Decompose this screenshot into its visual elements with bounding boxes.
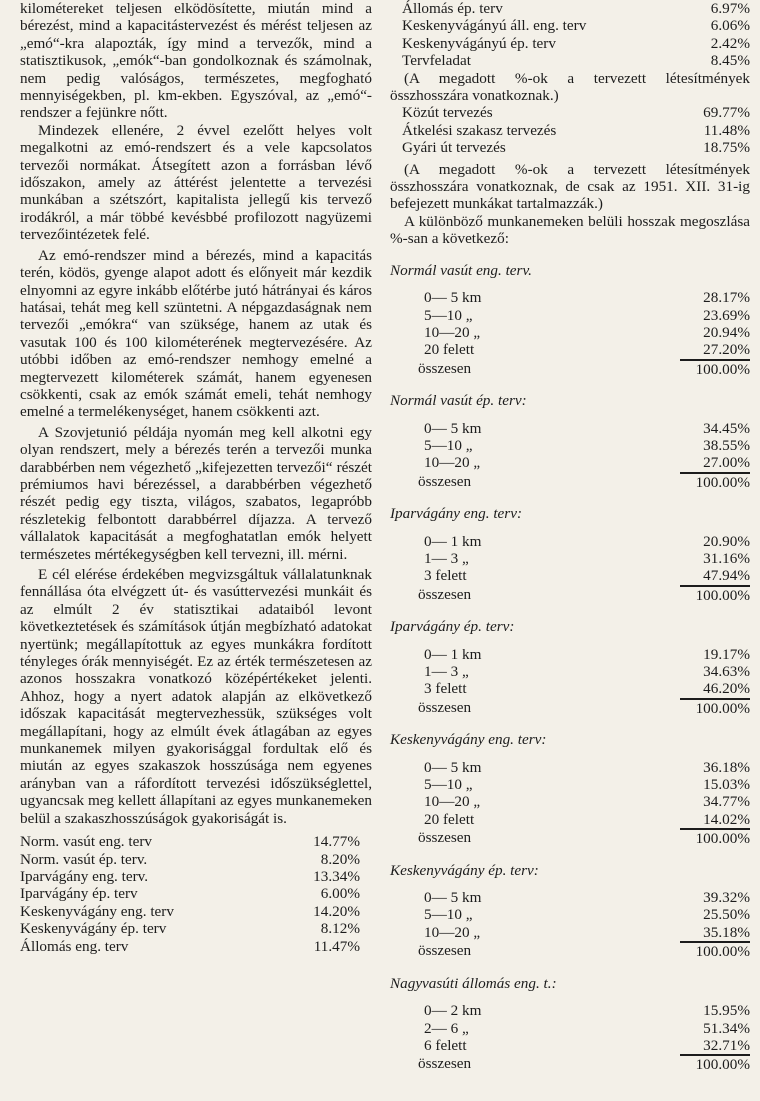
total-label: összesen	[418, 359, 472, 377]
total-value: 100.00%	[680, 360, 750, 378]
table-row	[390, 307, 750, 324]
section-title: Iparvágány eng. terv:	[390, 505, 523, 523]
row-value: 15.03%	[703, 776, 750, 794]
table-row	[390, 663, 750, 680]
row-value: 38.55%	[703, 436, 750, 454]
row-value: 34.63%	[703, 663, 750, 680]
right-column	[390, 0, 750, 1074]
intro: A különböző munkanemeken belüli hosszak megoszlása %-san a következő:	[390, 212, 750, 248]
table-row	[390, 35, 750, 52]
table-row	[390, 680, 750, 698]
row-value: 11.47%	[313, 937, 360, 955]
row-label: 3 felett	[424, 680, 467, 698]
table-row	[390, 533, 750, 550]
paragraph: A Szovjetunió példája nyomán meg kell alkotni egy olyan rendszert, mely a bérezés terén a tervezői munka darabbérben nem végezhető „kifejezetten tervezői“ részét prémiumos havi bérezéssel, a darabbérben végezhető részét pedig egy tiszta, világos, szabatos, legapróbb részletekig felbontott darabbérrel díjazza. A tervező vállalatok kapacitását a megfoghatatlan emók helyett természetes mértékegységben kell tervezni, ill. mérni.	[20, 423, 372, 563]
row-value: 11.48%	[703, 121, 750, 139]
table-row	[390, 889, 750, 906]
row-value: 19.17%	[703, 645, 750, 663]
table-row	[390, 454, 750, 472]
row-label: 0— 5 km	[424, 889, 482, 907]
row-value: 14.20%	[313, 902, 360, 920]
row-value: 47.94%	[680, 567, 750, 585]
row-value: 34.45%	[703, 419, 750, 437]
row-value: 39.32%	[703, 889, 750, 907]
row-label: 20 felett	[424, 341, 475, 359]
table-row	[390, 567, 750, 585]
row-label: 10—20 „	[424, 323, 481, 341]
row-value: 2.42%	[710, 34, 750, 52]
length-section	[390, 505, 750, 604]
total-value: 100.00%	[680, 473, 750, 491]
total-row	[390, 360, 750, 378]
row-label: 10—20 „	[424, 923, 481, 941]
row-value: 28.17%	[703, 289, 750, 307]
row-label: 5—10 „	[424, 306, 473, 324]
row-label: Gyári út tervezés	[402, 139, 506, 157]
paragraph-continued: kilométereket teljesen elködösítette, miután mind a bérezést, mind a kapacitástervezést és mérést teljesen az „emó“-kra alapozták, így mind a tervezők, mind a statisztikusok, „emók“-ban gondolkoznak és számolnak, nem pedig valóságos, természetes, megfogható mennyiségekben, pl. km-ekben. Egyszóval, az „emó“-rendszer a fejünkre nőtt.	[20, 0, 372, 122]
row-label: Állomás eng. terv	[20, 937, 129, 955]
row-label: 10—20 „	[424, 454, 481, 472]
table-row	[390, 122, 750, 139]
length-distribution-sections	[390, 262, 750, 1074]
row-label: 5—10 „	[424, 906, 473, 924]
table-row	[390, 793, 750, 810]
total-label: összesen	[418, 698, 472, 716]
total-label: összesen	[418, 1055, 472, 1073]
row-value: 6.00%	[320, 885, 360, 903]
length-section	[390, 392, 750, 491]
row-label: 0— 5 km	[424, 758, 482, 776]
table-row	[20, 920, 372, 937]
row-value: 51.34%	[703, 1019, 750, 1037]
table-row	[390, 1037, 750, 1055]
table-row	[390, 139, 750, 156]
total-value: 100.00%	[680, 699, 750, 717]
total-label: összesen	[418, 472, 472, 490]
row-value: 27.20%	[680, 341, 750, 359]
length-section	[390, 862, 750, 961]
table-row	[390, 341, 750, 359]
length-section	[390, 975, 750, 1074]
row-label: 3 felett	[424, 567, 467, 585]
row-label: 0— 1 km	[424, 645, 482, 663]
road-share-table	[390, 104, 750, 156]
table-row	[390, 17, 750, 34]
row-label: Közút tervezés	[402, 104, 493, 122]
row-value: 15.95%	[703, 1002, 750, 1020]
row-value: 27.00%	[680, 454, 750, 472]
total-value: 100.00%	[680, 586, 750, 604]
row-label: Keskenyvágány eng. terv	[20, 902, 174, 920]
table-row	[390, 437, 750, 454]
row-value: 20.94%	[703, 323, 750, 341]
row-label: Keskenyvágányú áll. eng. terv	[402, 17, 587, 35]
total-value: 100.00%	[680, 1055, 750, 1073]
work-type-share-table	[20, 833, 372, 955]
row-value: 6.97%	[710, 0, 750, 17]
total-label: összesen	[418, 829, 472, 847]
table-row	[390, 289, 750, 306]
row-label: 5—10 „	[424, 776, 473, 794]
table-row	[390, 776, 750, 793]
row-value: 6.06%	[710, 17, 750, 35]
row-value: 8.20%	[320, 850, 360, 868]
length-section	[390, 262, 750, 378]
table-row	[20, 938, 372, 955]
table-row	[20, 833, 372, 850]
row-value: 36.18%	[703, 758, 750, 776]
row-label: Norm. vasút ép. terv.	[20, 850, 148, 868]
row-value: 34.77%	[703, 793, 750, 811]
table-row	[20, 903, 372, 920]
row-label: 5—10 „	[424, 436, 473, 454]
row-label: Norm. vasút eng. terv	[20, 833, 153, 851]
left-column	[20, 0, 372, 955]
total-row	[390, 473, 750, 491]
row-label: 10—20 „	[424, 793, 481, 811]
note: (A megadott %-ok a tervezett létesítmények összhosszára vonatkoznak.)	[390, 69, 750, 105]
row-value: 32.71%	[680, 1037, 750, 1055]
row-label: Állomás ép. terv	[402, 0, 503, 17]
row-label: 1— 3 „	[424, 549, 469, 567]
row-label: Keskenyvágányú ép. terv	[402, 34, 556, 52]
total-value: 100.00%	[680, 942, 750, 960]
section-title: Normál vasút eng. terv.	[390, 261, 532, 279]
table-row	[390, 1002, 750, 1019]
length-section	[390, 618, 750, 717]
table-row	[390, 646, 750, 663]
row-label: Keskenyvágány ép. terv	[20, 920, 167, 938]
table-row	[390, 420, 750, 437]
table-row	[390, 52, 750, 69]
paragraph: Az emó-rendszer mind a bérezés, mind a kapacitás terén, ködös, gyenge alapot adott és előnyeit már kezdik elnyomni az egyre inkább előtérbe jutó hátrányai és káros hatásai, tehát meg kell szüntetni. A népgazdaságnak nem tervezői „emókra“ van szüksége, hanem az utak és vasutak 100 és 100 kilométerének megtervezésére. Az utóbbi időben az emó-rendszer nemhogy emelné a megtervezett kilométerek számát, hanem egyenesen csökkenti, csak az emók számát emeli, tehát nemhogy emelné a termelékenységet, hanem csökkenti azt.	[20, 246, 372, 421]
table-row	[390, 1020, 750, 1037]
work-type-share-table-continued	[390, 0, 750, 70]
length-section	[390, 731, 750, 847]
row-label: 1— 3 „	[424, 663, 469, 680]
row-value: 8.45%	[710, 52, 750, 70]
section-title: Keskenyvágány eng. terv:	[390, 731, 547, 749]
row-label: 20 felett	[424, 810, 475, 828]
row-label: Átkelési szakasz tervezés	[402, 121, 557, 139]
section-title: Normál vasút ép. terv:	[390, 392, 527, 410]
row-value: 20.90%	[703, 532, 750, 550]
table-row	[390, 324, 750, 341]
section-title: Keskenyvágány ép. terv:	[390, 861, 539, 879]
total-row	[390, 586, 750, 604]
section-title: Iparvágány ép. terv:	[390, 618, 515, 636]
row-value: 25.50%	[703, 906, 750, 924]
row-value: 46.20%	[680, 680, 750, 698]
total-label: összesen	[418, 585, 472, 603]
paragraph: Mindezek ellenére, 2 évvel ezelőtt helyes volt megalkotni az emó-rendszert és a vele kapcsolatos tervezői normákat. Átsegített azon a forrásban lévő időszakon, amely az áttérést jelentette a tervezési munkában a szétszórt, kapitalista jellegű kis tervező irodákról, a már többé kevésbbé profilozott nagyüzemi tervezőintézetek felé.	[20, 121, 372, 244]
row-label: Tervfeladat	[402, 52, 471, 70]
table-row	[390, 0, 750, 17]
row-value: 14.77%	[313, 833, 360, 851]
row-value: 13.34%	[313, 867, 360, 885]
row-label: 0— 1 km	[424, 532, 482, 550]
row-label: Iparvágány ép. terv	[20, 885, 138, 903]
table-row	[390, 906, 750, 923]
table-row	[390, 924, 750, 942]
row-value: 69.77%	[703, 104, 750, 122]
row-value: 31.16%	[703, 549, 750, 567]
row-label: 0— 5 km	[424, 419, 482, 437]
row-label: Iparvágány eng. terv.	[20, 867, 149, 885]
paragraph: E cél elérése érdekében megvizsgáltuk vállalatunknak fennállása óta elvégzett út- és vasúttervezési munkáit és az elmúlt 2 év statisztikai adataiból levont következtetések és számítások útján megbízható adatokat nyertünk; megállapítottuk az egyes munkákra fordított tényleges órák mennyiségét. Ez az érték természetesen az azonos hosszakra vonatkozó középértékeket jelenti. Ahhoz, hogy a nyert adatok alapján az elkövetkező időszak kapacitását megtervezhessük, szükséges volt megállapítani, hogy az elmúlt évek átlagában az egyes munkanemek milyen gyakorisággal fordultak elő és miután az egyes szakaszok hosszúsága nem egyenes arányban van a ráfordított tervezési időszükséglettel, ugyancsak meg kellett állapítani az egyes munkanemeken belül a szakaszhosszúságok gyakoriságát is.	[20, 566, 372, 827]
total-value: 100.00%	[680, 829, 750, 847]
total-row	[390, 829, 750, 847]
section-title: Nagyvasúti állomás eng. t.:	[390, 974, 557, 992]
table-row	[390, 811, 750, 829]
row-value: 18.75%	[703, 139, 750, 157]
table-row	[20, 868, 372, 885]
row-value: 35.18%	[680, 924, 750, 942]
row-label: 6 felett	[424, 1036, 467, 1054]
note: (A megadott %-ok a tervezett létesítmények összhosszára vonatkoznak, de csak az 1951. XII. 31-ig befejezett munkákat tartalmazzák.)	[390, 160, 750, 213]
row-value: 8.12%	[320, 920, 360, 938]
total-row	[390, 942, 750, 960]
row-label: 0— 5 km	[424, 289, 482, 307]
table-row	[390, 104, 750, 121]
row-label: 0— 2 km	[424, 1002, 482, 1020]
row-label: 2— 6 „	[424, 1019, 469, 1037]
total-row	[390, 699, 750, 717]
total-row	[390, 1055, 750, 1073]
table-row	[20, 851, 372, 868]
table-row	[390, 550, 750, 567]
total-label: összesen	[418, 942, 472, 960]
row-value: 23.69%	[703, 306, 750, 324]
table-row	[390, 759, 750, 776]
table-row	[20, 885, 372, 902]
row-value: 14.02%	[680, 811, 750, 829]
